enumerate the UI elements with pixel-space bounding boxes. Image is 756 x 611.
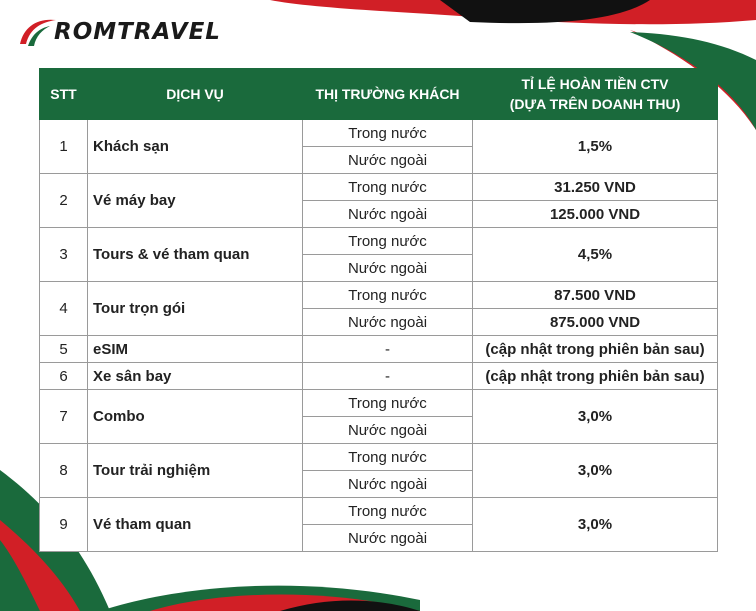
row-service: Tour trải nghiệm xyxy=(88,444,303,498)
row-rate: (cập nhật trong phiên bản sau) xyxy=(473,363,718,390)
row-rate: 875.000 VND xyxy=(473,309,718,336)
table-row xyxy=(40,390,718,417)
row-service: Tour trọn gói xyxy=(88,282,303,336)
row-market: - xyxy=(303,336,473,363)
row-stt: 4 xyxy=(40,282,88,336)
commission-table xyxy=(39,68,718,552)
row-stt: 7 xyxy=(40,390,88,444)
row-stt: 9 xyxy=(40,498,88,552)
table-row xyxy=(40,363,718,390)
table-header-row xyxy=(40,69,718,120)
header-rate xyxy=(473,69,718,120)
logo-text: ROMTRAVEL xyxy=(54,19,221,45)
header-rate-line1: TỈ LỆ HOÀN TIỀN CTV xyxy=(521,76,669,92)
row-rate: 87.500 VND xyxy=(473,282,718,309)
header-service: DỊCH VỤ xyxy=(88,69,303,120)
row-service: Tours & vé tham quan xyxy=(88,228,303,282)
row-market: Trong nước xyxy=(303,228,473,255)
row-market: Nước ngoài xyxy=(303,147,473,174)
table-row xyxy=(40,228,718,255)
row-stt: 5 xyxy=(40,336,88,363)
row-rate: (cập nhật trong phiên bản sau) xyxy=(473,336,718,363)
row-market: Nước ngoài xyxy=(303,309,473,336)
row-service: eSIM xyxy=(88,336,303,363)
row-rate: 4,5% xyxy=(473,228,718,282)
row-market: Nước ngoài xyxy=(303,417,473,444)
row-service: Xe sân bay xyxy=(88,363,303,390)
row-market: Nước ngoài xyxy=(303,255,473,282)
row-market: - xyxy=(303,363,473,390)
row-rate: 31.250 VND xyxy=(473,174,718,201)
logo-swoosh-icon xyxy=(18,14,58,50)
row-rate: 1,5% xyxy=(473,120,718,174)
table-row xyxy=(40,444,718,471)
row-rate: 125.000 VND xyxy=(473,201,718,228)
row-market: Nước ngoài xyxy=(303,525,473,552)
row-rate: 3,0% xyxy=(473,444,718,498)
row-market: Trong nước xyxy=(303,282,473,309)
row-market: Nước ngoài xyxy=(303,201,473,228)
header-market: THỊ TRƯỜNG KHÁCH xyxy=(303,69,473,120)
row-service: Khách sạn xyxy=(88,120,303,174)
row-stt: 1 xyxy=(40,120,88,174)
row-market: Trong nước xyxy=(303,174,473,201)
row-market: Trong nước xyxy=(303,444,473,471)
row-stt: 3 xyxy=(40,228,88,282)
row-stt: 2 xyxy=(40,174,88,228)
row-rate: 3,0% xyxy=(473,390,718,444)
row-market: Trong nước xyxy=(303,120,473,147)
brand-logo xyxy=(18,14,221,50)
row-stt: 8 xyxy=(40,444,88,498)
row-service: Vé tham quan xyxy=(88,498,303,552)
row-service: Vé máy bay xyxy=(88,174,303,228)
row-market: Trong nước xyxy=(303,498,473,525)
row-market: Trong nước xyxy=(303,390,473,417)
row-market: Nước ngoài xyxy=(303,471,473,498)
table-row xyxy=(40,282,718,309)
row-rate: 3,0% xyxy=(473,498,718,552)
table-row xyxy=(40,120,718,147)
table-row xyxy=(40,336,718,363)
table-row xyxy=(40,174,718,201)
row-service: Combo xyxy=(88,390,303,444)
header-stt: STT xyxy=(40,69,88,120)
table-row xyxy=(40,498,718,525)
row-stt: 6 xyxy=(40,363,88,390)
header-rate-line2: (DỰA TRÊN DOANH THU) xyxy=(509,96,681,112)
